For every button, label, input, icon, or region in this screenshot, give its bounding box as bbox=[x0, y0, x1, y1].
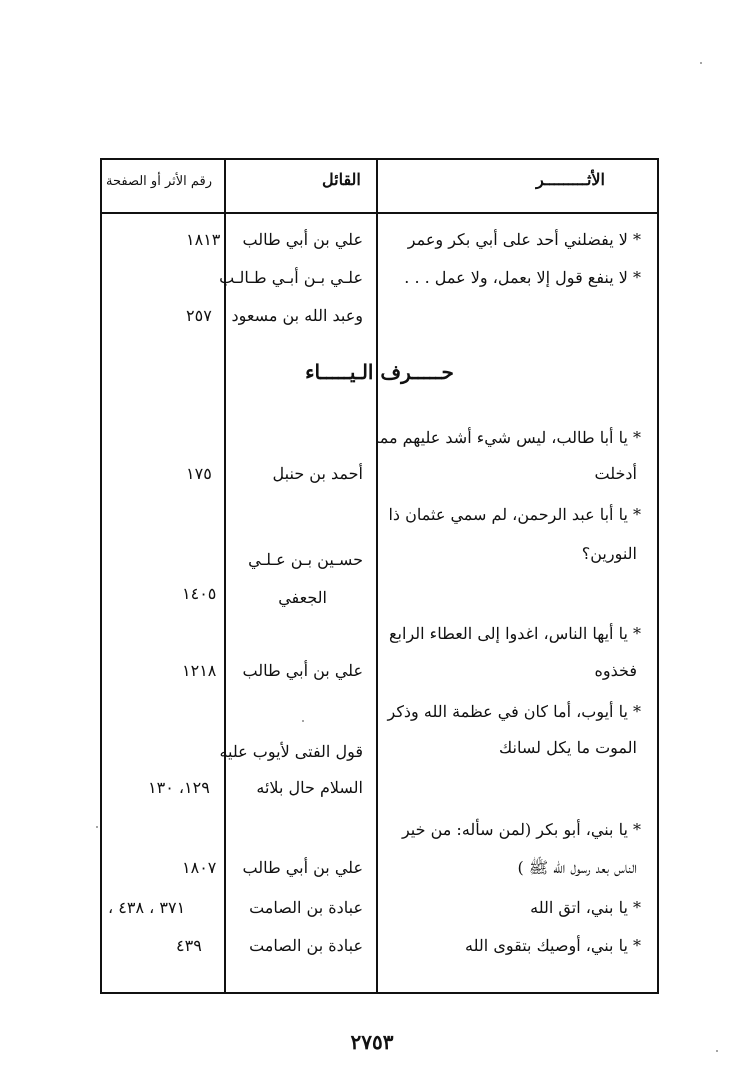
qaail-text: قول الفتى لأيوب عليه bbox=[219, 742, 363, 761]
qaail-text: علي بن أبي طالب bbox=[242, 661, 363, 680]
ref-number: ١٢٩، ١٣٠ bbox=[148, 778, 210, 797]
ref-number: ١٨١٣ bbox=[186, 230, 221, 249]
scan-speck bbox=[700, 62, 702, 64]
athar-text: * يا بني، أبو بكر (لمن سأله: من خير bbox=[401, 820, 641, 839]
qaail-text: علي بن أبي طالب bbox=[242, 230, 363, 249]
athar-text: النورين؟ bbox=[581, 544, 637, 563]
ref-number: ١٨٠٧ bbox=[182, 858, 217, 877]
qaail-text: علـي بـن أبـي طـالـب bbox=[219, 268, 363, 287]
athar-text: * يا أبا طالب، ليس شيء أشد عليهم مما bbox=[374, 428, 641, 447]
athar-text: * لا يفضلني أحد على أبي بكر وعمر bbox=[407, 230, 641, 249]
qaail-text: عبادة بن الصامت bbox=[249, 898, 363, 917]
qaail-text: حسـين بـن عـلـي bbox=[248, 550, 363, 569]
header-athar: الأثـــــــــر bbox=[535, 170, 605, 189]
athar-text: * يا بني، أوصيك بتقوى الله bbox=[465, 936, 641, 955]
scan-speck bbox=[96, 826, 98, 828]
qaail-text: الجعفي bbox=[278, 588, 327, 607]
athar-text: * يا بني، اتق الله bbox=[530, 898, 641, 917]
qaail-text: أحمد بن حنبل bbox=[272, 464, 363, 483]
section-title: حـــــرف الـيـــــاء bbox=[305, 360, 454, 384]
header-qaail: القائل bbox=[322, 170, 361, 189]
scan-speck bbox=[716, 1050, 718, 1052]
qaail-text: السلام حال بلائه bbox=[256, 778, 363, 797]
athar-text: * يا أيها الناس، اغدوا إلى العطاء الرابع bbox=[389, 624, 641, 643]
athar-text: الموت ما يكل لسانك bbox=[499, 738, 637, 757]
athar-text: * يا أيوب، أما كان في عظمة الله وذكر bbox=[387, 702, 641, 721]
ref-number: ١٧٥ bbox=[186, 464, 212, 483]
header-ref: رقم الأثر أو الصفحة bbox=[106, 174, 213, 189]
header-divider bbox=[102, 212, 657, 214]
athar-text: الناس بعد رسول الله ﷺ ) bbox=[517, 858, 637, 877]
athar-text: * لا ينفع قول إلا بعمل، ولا عمل . . . bbox=[404, 268, 641, 287]
ref-number: ١٤٠٥ bbox=[182, 584, 217, 603]
ref-number: ١٢١٨ bbox=[182, 661, 217, 680]
ref-number: ٣٧١ ، ٤٣٨ ، bbox=[108, 898, 186, 917]
athar-text: * يا أبا عبد الرحمن، لم سمي عثمان ذا bbox=[388, 505, 641, 524]
qaail-text: عبادة بن الصامت bbox=[249, 936, 363, 955]
athar-text: فخذوه bbox=[594, 661, 637, 680]
scan-speck bbox=[302, 720, 304, 722]
qaail-text: علي بن أبي طالب bbox=[242, 858, 363, 877]
column-divider bbox=[376, 160, 378, 992]
ref-number: ٢٥٧ bbox=[186, 306, 212, 325]
qaail-text: وعبد الله بن مسعود bbox=[231, 306, 363, 325]
index-table bbox=[100, 158, 659, 994]
ref-number: ٤٣٩ bbox=[176, 936, 202, 955]
athar-text: أدخلت bbox=[594, 464, 637, 483]
page-number: ٢٧٥٣ bbox=[350, 1030, 394, 1054]
